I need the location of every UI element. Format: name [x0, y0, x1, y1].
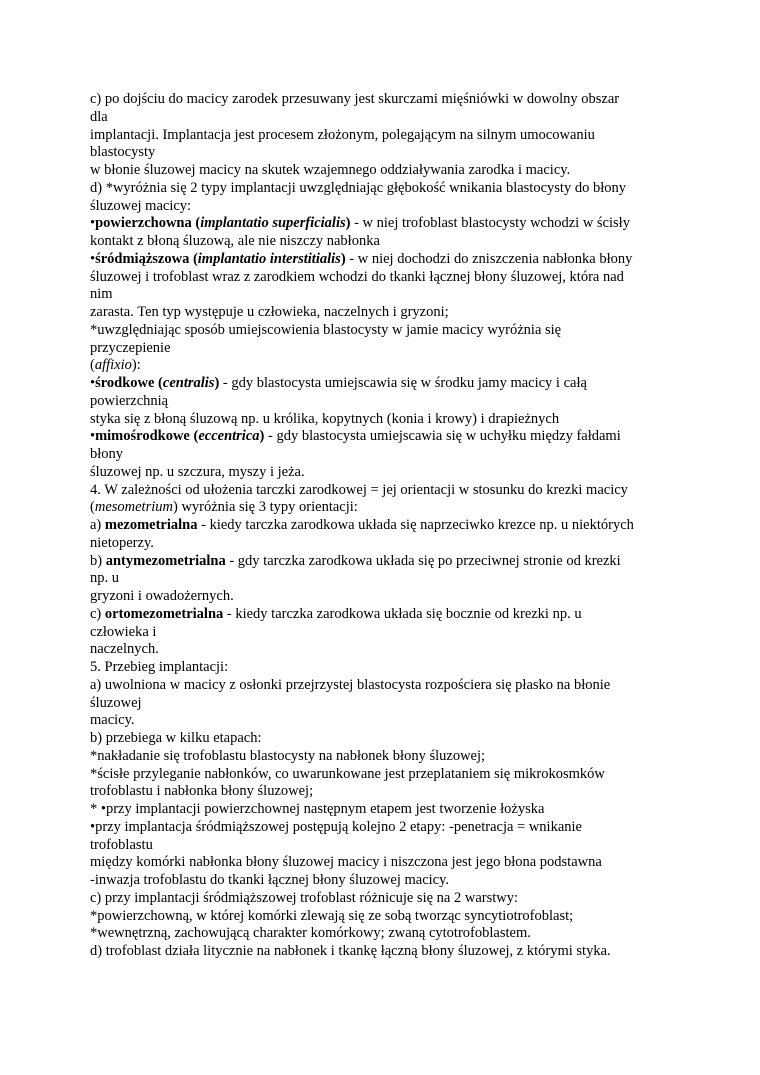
text-segment: b) przebiega w kilku etapach: [90, 730, 262, 746]
text-line [90, 553, 670, 571]
text-segment: c) [90, 605, 105, 622]
text-line [90, 393, 670, 411]
text-segment: implantacji. Implantacja jest procesem złożonym, polegającym na silnym umocowaniu [90, 126, 595, 143]
text-line [90, 677, 670, 695]
text-segment: - gdy blastocysta umiejscawia się w środku jamy macicy i całą [219, 375, 587, 391]
text-segment: trofoblastu [90, 836, 153, 853]
bold-italic-wrapper [163, 375, 215, 391]
text-segment: w błonie śluzowej macicy na skutek wzajemnego oddziaływania zarodka i macicy. [90, 162, 571, 178]
text-segment: dla [90, 108, 108, 125]
bold-italic-wrapper [200, 215, 345, 231]
text-segment: -inwazja trofoblastu do tkanki łącznej błony śluzowej macicy. [90, 872, 450, 888]
text-segment: trofoblastu i nabłonka błony śluzowej; [90, 783, 314, 800]
text-segment: *powierzchowną, w której komórki zlewają się ze sobą tworząc syncytiotrofoblast; [90, 907, 574, 924]
text-segment: mezometrialna [104, 517, 198, 533]
text-segment: *uwzględniając sposób umiejscowienia blastocysty w jamie macicy wyróżnia się [90, 321, 562, 338]
text-line [90, 730, 670, 748]
bold-italic-wrapper [198, 251, 341, 267]
text-line [90, 198, 670, 216]
text-segment: - kiedy tarczka zarodkowa układa się naprzeciwko krezce np. u niektórych [197, 517, 634, 533]
text-line [90, 943, 670, 961]
document-body [90, 91, 670, 961]
text-segment: *nakładanie się trofoblastu blastocysty na nabłonek błony śluzowej; [90, 747, 486, 764]
text-line [90, 428, 670, 446]
text-line [90, 837, 670, 855]
text-line [90, 162, 670, 180]
text-segment: śluzowej i trofoblast wraz z zarodkiem wchodzi do tkanki łącznej błony śluzowej, która nad [90, 268, 624, 285]
text-line [90, 233, 670, 251]
text-segment: środkowe ( [95, 375, 163, 391]
text-segment: *wewnętrzną, zachowującą charakter komórkowy; zwaną cytotrofoblastem. [90, 925, 531, 942]
text-line [90, 144, 670, 162]
text-line [90, 695, 670, 713]
text-line [90, 854, 670, 872]
text-segment: człowieka i [90, 623, 157, 640]
text-segment: - w niej trofoblast blastocysty wchodzi w ścisły [350, 215, 630, 232]
text-segment: mesometrium [94, 499, 173, 516]
text-segment: np. u [90, 570, 119, 587]
text-line [90, 322, 670, 340]
text-line [90, 624, 670, 642]
text-line [90, 91, 670, 109]
text-segment: styka się z błoną śluzową np. u królika, kopytnych (konia i krowy) i drapieżnych [90, 410, 560, 427]
text-segment: • [90, 250, 96, 267]
text-segment: ) [214, 375, 220, 391]
text-line [90, 109, 670, 127]
text-line [90, 251, 670, 269]
text-segment: macicy. [90, 712, 135, 729]
text-line [90, 464, 670, 482]
text-segment: blastocysty [90, 144, 156, 161]
text-line [90, 446, 670, 464]
text-line [90, 411, 670, 429]
text-segment: a) [90, 517, 105, 533]
text-line [90, 517, 670, 535]
text-segment: między komórki nabłonka błony śluzowej macicy i niszczona jest jego błona podstawna [90, 854, 602, 871]
text-segment: * •przy implantacji powierzchownej następnym etapem jest tworzenie łożyska [90, 801, 545, 817]
text-line [90, 215, 670, 233]
text-segment: c) przy implantacji śródmiąższowej trofoblast różnicuje się na 2 warstwy: [90, 889, 519, 906]
text-segment: 4. W zależności od ułożenia tarczki zarodkowej = jej orientacji w stosunku do krezki macicy [90, 481, 628, 498]
text-segment: przyczepienie [90, 339, 171, 356]
text-segment: implantatio superficialis [200, 215, 346, 232]
text-segment: gryzoni i owadożernych. [90, 588, 234, 604]
text-line [90, 659, 670, 677]
text-line [90, 180, 670, 198]
text-line [90, 357, 670, 375]
text-segment: naczelnych. [90, 641, 159, 658]
text-segment: ) [259, 428, 265, 445]
text-line [90, 872, 670, 890]
text-line [90, 748, 670, 766]
text-segment: 5. Przebieg implantacji: [90, 659, 229, 675]
text-segment: - gdy tarczka zarodkowa układa się po przeciwnej stronie od krezki [225, 552, 621, 569]
text-segment: • [90, 215, 96, 232]
text-line [90, 499, 670, 517]
text-segment: kontakt z błoną śluzową, ale nie niszczy nabłonka [90, 233, 380, 249]
text-line [90, 482, 670, 500]
text-line [90, 269, 670, 287]
text-line [90, 127, 670, 145]
text-segment: - gdy blastocysta umiejscawia się w uchyłku między fałdami [264, 428, 621, 445]
text-segment: centralis [162, 375, 215, 391]
text-segment: affixio [94, 357, 132, 374]
text-line [90, 819, 670, 837]
text-segment: śluzowej macicy: [90, 197, 192, 214]
text-segment: błony [90, 446, 124, 462]
text-line [90, 375, 670, 393]
text-segment: śluzowej np. u szczura, myszy i jeża. [90, 463, 305, 480]
text-segment: ( [90, 499, 95, 516]
text-line [90, 304, 670, 322]
text-segment: ) wyróżnia się 3 typy orientacji: [172, 499, 358, 516]
text-segment: ): [131, 357, 141, 374]
text-segment: nietoperzy. [90, 534, 154, 551]
text-segment: • [90, 375, 96, 391]
text-line [90, 925, 670, 943]
text-segment: powierzchowna ( [95, 215, 201, 232]
text-segment: •przy implantacja śródmiąższowej postępują kolejno 2 etapy: -penetracja = wnikanie [90, 818, 582, 835]
text-segment: - w niej dochodzi do zniszczenia nabłonka błony [345, 250, 633, 267]
text-segment: antymezometrialna [105, 552, 226, 569]
text-line [90, 606, 670, 624]
text-segment: - kiedy tarczka zarodkowa układa się bocznie od krezki np. u [223, 605, 582, 622]
text-line [90, 801, 670, 819]
text-line [90, 340, 670, 358]
text-line [90, 535, 670, 553]
text-line [90, 641, 670, 659]
text-segment: śródmiąższowa ( [95, 250, 198, 267]
text-line [90, 588, 670, 606]
text-segment: d) trofoblast działa litycznie na nabłonek i tkankę łączną błony śluzowej, z którymi styka. [90, 943, 611, 959]
text-segment: eccentrica [198, 428, 260, 445]
text-line [90, 286, 670, 304]
text-segment: śluzowej [90, 694, 142, 711]
text-segment: ortomezometrialna [104, 605, 224, 622]
text-segment: nim [90, 286, 113, 303]
text-segment: ) [345, 215, 351, 232]
text-segment: *ścisłe przyleganie nabłonków, co uwarunkowane jest przeplataniem się mikrokosmków [90, 765, 605, 782]
text-segment: mimośrodkowe ( [95, 428, 199, 445]
text-line [90, 766, 670, 784]
text-segment: c) po dojściu do macicy zarodek przesuwany jest skurczami mięśniówki w dowolny obszar [90, 91, 620, 107]
text-line [90, 570, 670, 588]
text-segment: powierzchnią [90, 392, 169, 409]
text-line [90, 712, 670, 730]
text-line [90, 908, 670, 926]
text-segment: b) [90, 552, 106, 569]
bold-italic-wrapper [198, 428, 259, 444]
text-segment: d) *wyróżnia się 2 typy implantacji uwzględniając głębokość wnikania blastocysty do błony [90, 179, 626, 196]
text-segment: ) [340, 250, 346, 267]
text-segment: ( [90, 357, 95, 374]
text-line [90, 783, 670, 801]
text-segment: • [90, 428, 96, 445]
text-segment: a) uwolniona w macicy z osłonki przejrzystej blastocysta rozpościera się płasko na błonie [90, 676, 611, 693]
text-segment: zarasta. Ten typ występuje u człowieka, naczelnych i gryzoni; [90, 304, 449, 320]
text-line [90, 890, 670, 908]
text-segment: implantatio interstitialis [197, 250, 341, 267]
